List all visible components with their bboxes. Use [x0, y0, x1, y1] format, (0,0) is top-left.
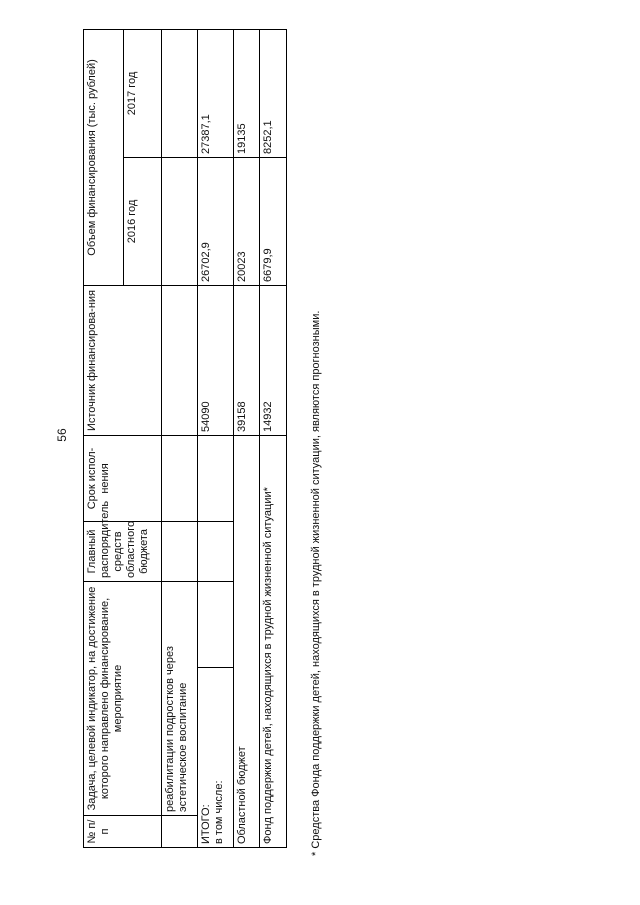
- total-blank-c: [198, 435, 234, 521]
- page-number: 56: [55, 428, 69, 442]
- activity-y2017: [162, 29, 198, 157]
- header-y2017: 2017 год: [124, 29, 162, 157]
- header-volume: Объем финансирования (тыс. рублей): [84, 29, 124, 285]
- fund-label: Фонд поддержки детей, находящихся в трудной жизненной ситуации*: [260, 435, 287, 847]
- regional-budget-y2016: 20023: [234, 157, 260, 285]
- financing-table: [83, 29, 287, 848]
- activity-num: [162, 816, 198, 848]
- fund-y2016: 6679,9: [260, 157, 287, 285]
- footnote-wrapper: [306, 160, 326, 860]
- regional-budget-y2017: 19135: [234, 29, 260, 157]
- header-source: Источник финансирова-ния: [84, 285, 162, 435]
- total-y2017: 27387,1: [198, 29, 234, 157]
- activity-term: [162, 435, 198, 521]
- header-num: № п/п: [84, 816, 162, 848]
- regional-budget-total: 39158: [234, 285, 260, 435]
- fund-y2017: 8252,1: [260, 29, 287, 157]
- activity-manager: [162, 521, 198, 581]
- regional-budget-label: Областной бюджет: [234, 435, 260, 847]
- total-blank-a: [198, 581, 234, 667]
- total-blank-b: [198, 521, 234, 581]
- table-row: [260, 29, 287, 847]
- activity-text: реабилитации подростков через эстетическое воспитание: [162, 581, 198, 815]
- header-term: Срок испол-нения: [84, 435, 162, 521]
- table-row: [234, 29, 260, 847]
- total-label-cell: [198, 668, 234, 848]
- header-manager: Главный распорядитель средств областного бюджета: [84, 521, 162, 581]
- total-sum: 54090: [198, 285, 234, 435]
- header-y2016: 2016 год: [124, 157, 162, 285]
- total-y2016: 26702,9: [198, 157, 234, 285]
- total-label: ИТОГО:: [200, 804, 212, 844]
- header-task: Задача, целевой индикатор, на достижение которого направлено финансирование, мероприятие: [84, 581, 162, 815]
- footnote: * Средства Фонда поддержки детей, находящихся в трудной жизненной ситуации, являются прогнозными.: [310, 310, 322, 856]
- total-sublabel: в том числе:: [213, 780, 225, 844]
- table-row: [198, 29, 234, 847]
- fund-total: 14932: [260, 285, 287, 435]
- rotated-table-wrapper: [83, 30, 286, 848]
- activity-y2016: [162, 157, 198, 285]
- activity-source: [162, 285, 198, 435]
